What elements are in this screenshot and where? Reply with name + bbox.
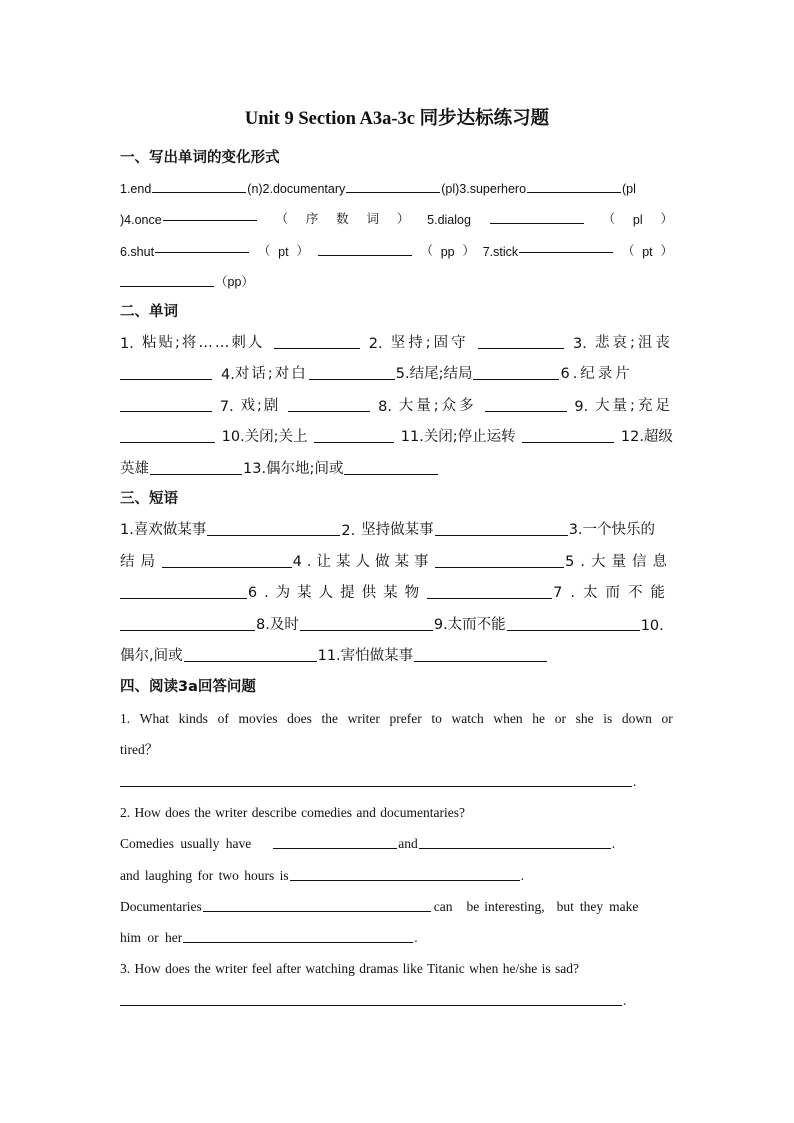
vocabulary-line-3: 7. 戏;剧 8. 大量;众多 9. 大量;充足 xyxy=(120,393,673,415)
vocabulary-line-1: 1. 粘贴;将……刺人 2. 坚持;固守 3. 悲哀;沮丧 xyxy=(120,335,673,352)
answer-blank[interactable] xyxy=(120,785,632,787)
answer-blank[interactable] xyxy=(152,191,246,193)
phrases-line-2: 结局 4.让某人做某事 5.大量信息 xyxy=(120,554,673,570)
vocabulary-line-5: 英雄 13.偶尔地;间或 xyxy=(120,456,673,478)
phrases-line-5: 偶尔,间或 11.害怕做某事 xyxy=(120,643,673,665)
answer-blank[interactable] xyxy=(207,534,340,536)
section-heading-phrases: 三、短语 xyxy=(120,491,178,507)
question-1-line-2: tired？ xyxy=(120,742,159,757)
question-3: 3. How does the writer feel after watching dramas like Titanic when he/she is sad? xyxy=(120,961,579,976)
answer-blank[interactable] xyxy=(435,566,565,568)
section-heading-vocabulary: 二、单词 xyxy=(120,304,178,320)
answer-blank[interactable] xyxy=(414,660,547,662)
answer-blank[interactable] xyxy=(162,566,292,568)
question-2: 2. How does the writer describe comedies and documentaries? xyxy=(120,805,466,820)
question-1-line-1: 1. What kinds of movies does the writer prefer to watch when he or she is down or xyxy=(120,711,673,726)
answer-blank[interactable] xyxy=(155,251,249,253)
section-heading-word-forms: 一、写出单词的变化形式 xyxy=(120,150,280,166)
answer-blank[interactable] xyxy=(427,597,552,599)
answer-blank[interactable] xyxy=(120,441,215,443)
answer-blank[interactable] xyxy=(120,378,212,380)
answer-blank[interactable] xyxy=(314,441,394,443)
word-forms-line-3: 6.shut （ pt ） （ pp ） 7.stick （ pt ） xyxy=(120,244,673,259)
phrases-line-1: 1.喜欢做某事 2. 坚持做某事 3.一个快乐的 xyxy=(120,522,656,539)
answer-blank[interactable] xyxy=(163,219,257,221)
phrases-line-3: 6.为某人提供某物 7.太而不能 xyxy=(120,580,673,602)
question-1-answer-line: . xyxy=(120,768,673,790)
word-forms-line-4: （pp） xyxy=(120,268,673,290)
answer-blank[interactable] xyxy=(184,660,317,662)
answer-blank[interactable] xyxy=(300,629,433,631)
answer-blank[interactable] xyxy=(290,879,520,881)
answer-blank[interactable] xyxy=(120,1004,622,1006)
question-2-answer-line-3: Documentaries can be interesting, but they make xyxy=(120,899,639,914)
word-forms-line-2: )4.once （ 序 数 词 ） 5.dialog （ pl ） xyxy=(120,212,673,227)
answer-blank[interactable] xyxy=(120,410,212,412)
answer-blank[interactable] xyxy=(273,847,397,849)
answer-blank[interactable] xyxy=(344,473,438,475)
answer-blank[interactable] xyxy=(527,191,621,193)
vocabulary-line-2: 4. 对话;对白 5.结尾;结局 6.纪录片 xyxy=(120,361,673,383)
answer-blank[interactable] xyxy=(120,629,255,631)
answer-blank[interactable] xyxy=(419,847,611,849)
phrases-line-4: 8.及时 9.太而不能 10. xyxy=(120,612,673,634)
answer-blank[interactable] xyxy=(490,222,584,224)
answer-blank[interactable] xyxy=(507,629,640,631)
question-3-answer-line: . xyxy=(120,987,673,1009)
section-heading-reading: 四、阅读3a回答问题 xyxy=(120,679,256,695)
answer-blank[interactable] xyxy=(318,254,412,256)
question-2-answer-line-1: Comedies usually have and . xyxy=(120,836,616,851)
answer-blank[interactable] xyxy=(473,378,559,380)
answer-blank[interactable] xyxy=(288,410,370,412)
question-2-answer-line-2: and laughing for two hours is . xyxy=(120,868,524,883)
answer-blank[interactable] xyxy=(120,285,214,287)
answer-blank[interactable] xyxy=(120,597,247,599)
question-2-answer-line-4: him or her . xyxy=(120,930,418,945)
vocabulary-line-4: 10.关闭;关上 11.关闭;停止运转 12.超级 xyxy=(120,424,673,446)
answer-blank[interactable] xyxy=(485,410,567,412)
answer-blank[interactable] xyxy=(309,378,395,380)
answer-blank[interactable] xyxy=(435,534,568,536)
answer-blank[interactable] xyxy=(522,441,614,443)
answer-blank[interactable] xyxy=(274,347,360,349)
answer-blank[interactable] xyxy=(203,910,431,912)
answer-blank[interactable] xyxy=(183,941,413,943)
answer-blank[interactable] xyxy=(150,473,242,475)
answer-blank[interactable] xyxy=(478,347,564,349)
answer-blank[interactable] xyxy=(346,191,440,193)
answer-blank[interactable] xyxy=(519,251,613,253)
page-title: Unit 9 Section A3a-3c 同步达标练习题 xyxy=(244,109,550,129)
word-forms-line-1: 1.end (n)2.documentary (pl)3.superhero (pl xyxy=(120,182,636,196)
